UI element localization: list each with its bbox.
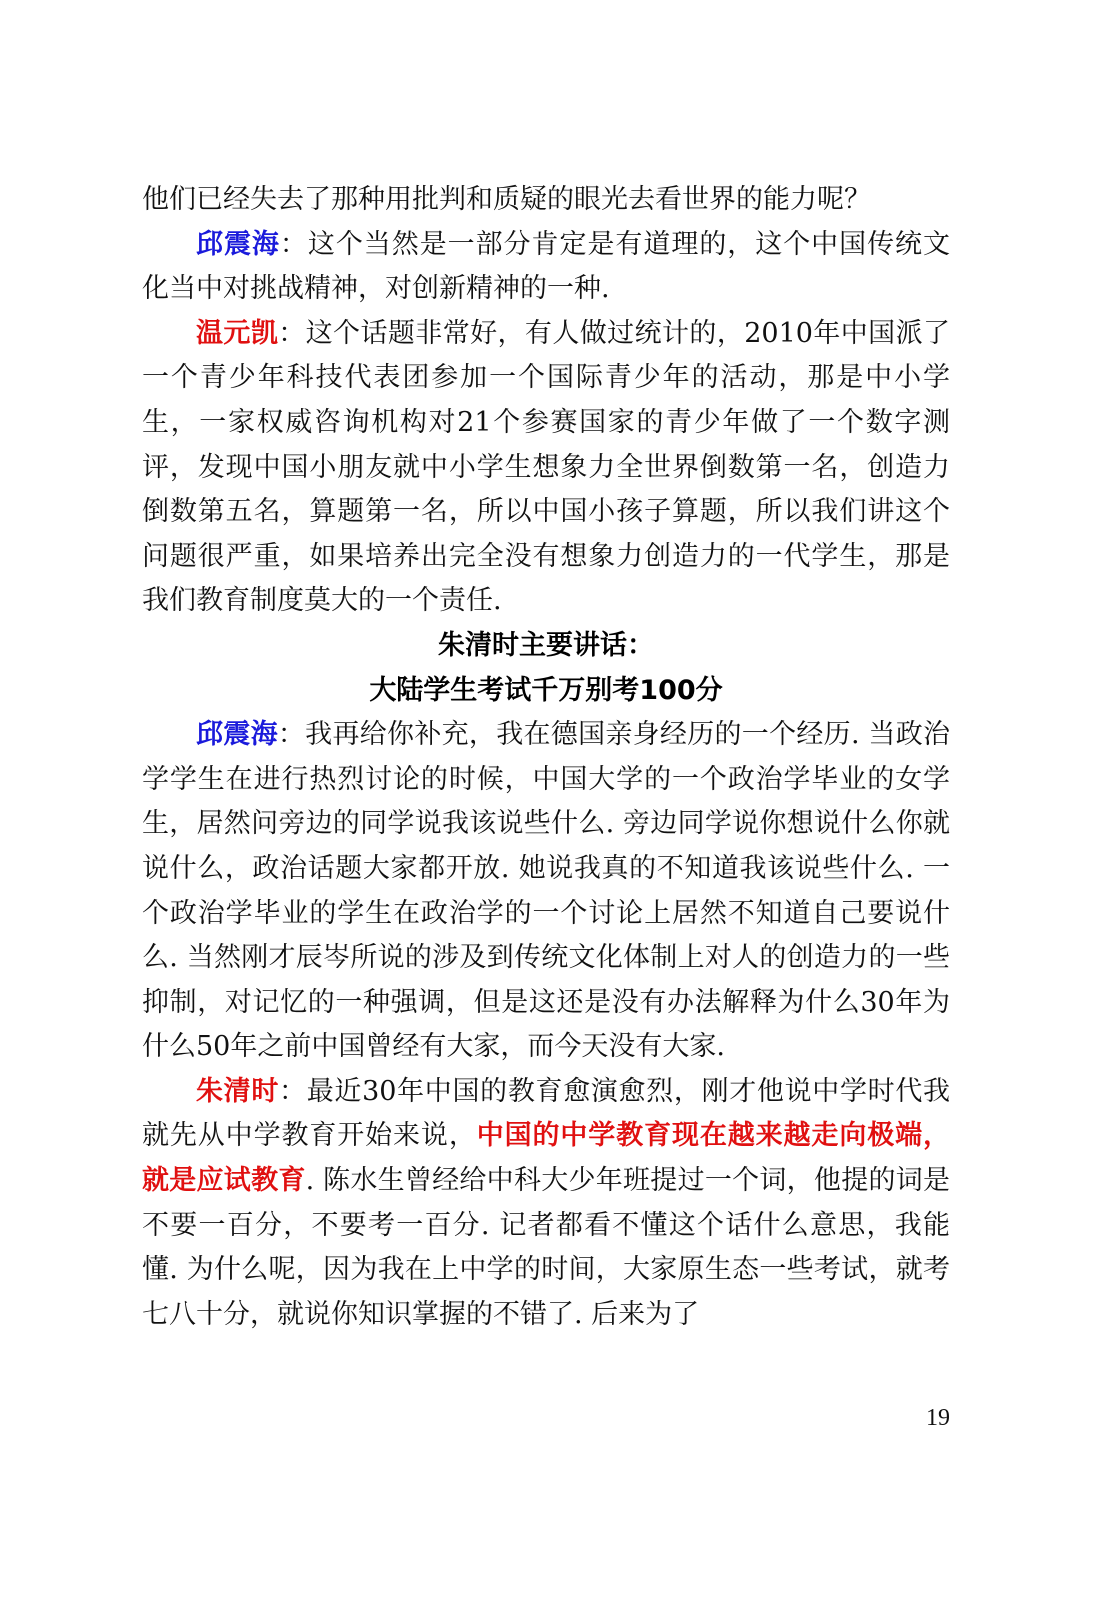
speaker-name: 邱震海	[196, 719, 278, 751]
paragraph-text: ：这个当然是一部分肯定是有道理的，这个中国传统文化当中对挑战精神，对创新精神的一种.	[142, 228, 951, 305]
paragraph-text: . 陈水生曾经给中科大少年班提过一个词，他提的词是不要一百分，不要考一百分. 记者都看不懂这个话什么意思，我能懂. 为什么呢，因为我在上中学的时间，大家原生态一些考试，就考七八十分，就说你知识掌握的不错了. 后来为了	[142, 1165, 950, 1330]
page-number: 19	[926, 1405, 950, 1431]
paragraph-qiu-2	[142, 713, 950, 1070]
paragraph-continuation: 他们已经失去了那种用批判和质疑的眼光去看世界的能力呢？	[142, 184, 871, 215]
paragraph-qiu-1	[142, 223, 950, 312]
paragraph-text: ：最近30年中国的教育愈演愈烈，刚才他说中学时代我就先从中学教育开始来说，	[142, 1075, 951, 1152]
speaker-name: 朱清时	[196, 1075, 280, 1107]
paragraph-wen	[142, 312, 950, 624]
speaker-name: 邱震海	[196, 228, 280, 260]
paragraph-text: ：我再给你补充，我在德国亲身经历的一个经历. 当政治学学生在进行热烈讨论的时候，中国大学的一个政治学毕业的女学生，居然问旁边的同学说我该说些什么. 旁边同学说你想说什么你就说什么，政治话题大家都开放. 她说我真的不知道我该说些什么. 一个政治学毕业的学生在政治学的一个讨论上居然不知道自己要说什么. 当然刚才辰岑所说的涉及到传统文化体制上对人的创造力的一些抑制，对记忆的一种强调，但是这还是没有办法解释为什么30年为什么50年之前中国曾经有大家，而今天没有大家.	[142, 719, 950, 1063]
paragraph-zhu	[142, 1070, 950, 1338]
section-heading: 朱清时主要讲话：	[438, 629, 654, 661]
emphasis-text: 中国的中学教育现在越来越走向极端，就是应试教育	[142, 1120, 951, 1197]
paragraph-text: ：这个话题非常好，有人做过统计的，2010年中国派了一个青少年科技代表团参加一个国际青少年的活动，那是中小学生，一家权威咨询机构对21个参赛国家的青少年做了一个数字测评，发现中国小朋友就中小学生想象力全世界倒数第一名，创造力倒数第五名，算题第一名，所以中国小孩子算题，所以我们讲这个问题很严重，如果培养出完全没有想象力创造力的一代学生，那是我们教育制度莫大的一个责任.	[142, 317, 950, 617]
section-subheading: 大陆学生考试千万别考100分	[369, 674, 723, 706]
speaker-name: 温元凯	[196, 317, 279, 349]
document-body	[142, 178, 950, 1337]
